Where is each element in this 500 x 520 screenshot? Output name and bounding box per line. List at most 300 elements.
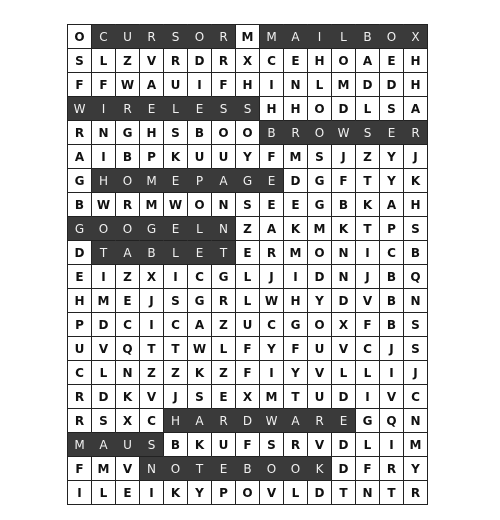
grid-cell-r17-c9[interactable]: R xyxy=(283,432,307,456)
grid-cell-r2-c11[interactable]: M xyxy=(331,72,355,96)
grid-cell-r15-c10[interactable]: U xyxy=(307,384,331,408)
grid-cell-r17-c12[interactable]: L xyxy=(355,432,379,456)
grid-cell-r15-c5[interactable]: S xyxy=(187,384,211,408)
grid-cell-r4-c3[interactable]: H xyxy=(139,120,163,144)
grid-cell-r16-c2[interactable]: X xyxy=(115,408,139,432)
grid-cell-r6-c13[interactable]: Y xyxy=(379,168,403,192)
grid-cell-r11-c11[interactable]: D xyxy=(331,288,355,312)
grid-cell-r9-c7[interactable]: E xyxy=(235,240,259,264)
grid-cell-r13-c7[interactable]: F xyxy=(235,336,259,360)
grid-cell-r16-c9[interactable]: A xyxy=(283,408,307,432)
grid-cell-r10-c0[interactable]: E xyxy=(67,264,91,288)
grid-cell-r11-c7[interactable]: L xyxy=(235,288,259,312)
grid-cell-r2-c5[interactable]: I xyxy=(187,72,211,96)
grid-cell-r8-c6[interactable]: N xyxy=(211,216,235,240)
grid-cell-r10-c2[interactable]: Z xyxy=(115,264,139,288)
grid-cell-r8-c12[interactable]: T xyxy=(355,216,379,240)
grid-cell-r17-c8[interactable]: S xyxy=(259,432,283,456)
grid-cell-r5-c4[interactable]: K xyxy=(163,144,187,168)
grid-cell-r6-c4[interactable]: E xyxy=(163,168,187,192)
grid-cell-r10-c12[interactable]: J xyxy=(355,264,379,288)
grid-cell-r12-c14[interactable]: S xyxy=(403,312,427,336)
grid-cell-r6-c1[interactable]: H xyxy=(91,168,115,192)
grid-cell-r1-c12[interactable]: A xyxy=(355,48,379,72)
grid-cell-r14-c11[interactable]: L xyxy=(331,360,355,384)
grid-cell-r14-c8[interactable]: I xyxy=(259,360,283,384)
grid-cell-r8-c8[interactable]: A xyxy=(259,216,283,240)
grid-cell-r15-c12[interactable]: I xyxy=(355,384,379,408)
grid-cell-r9-c10[interactable]: O xyxy=(307,240,331,264)
grid-cell-r4-c13[interactable]: E xyxy=(379,120,403,144)
grid-cell-r0-c11[interactable]: L xyxy=(331,24,355,48)
grid-cell-r8-c0[interactable]: G xyxy=(67,216,91,240)
grid-cell-r2-c9[interactable]: N xyxy=(283,72,307,96)
grid-cell-r8-c9[interactable]: K xyxy=(283,216,307,240)
grid-cell-r9-c3[interactable]: B xyxy=(139,240,163,264)
grid-cell-r16-c13[interactable]: Q xyxy=(379,408,403,432)
grid-cell-r17-c5[interactable]: K xyxy=(187,432,211,456)
grid-cell-r19-c0[interactable]: I xyxy=(67,480,91,504)
grid-cell-r10-c8[interactable]: J xyxy=(259,264,283,288)
grid-cell-r18-c4[interactable]: O xyxy=(163,456,187,480)
grid-cell-r5-c5[interactable]: U xyxy=(187,144,211,168)
grid-cell-r11-c10[interactable]: Y xyxy=(307,288,331,312)
grid-cell-r8-c14[interactable]: S xyxy=(403,216,427,240)
grid-cell-r19-c2[interactable]: E xyxy=(115,480,139,504)
grid-cell-r1-c11[interactable]: O xyxy=(331,48,355,72)
grid-cell-r11-c14[interactable]: N xyxy=(403,288,427,312)
grid-cell-r10-c13[interactable]: B xyxy=(379,264,403,288)
grid-cell-r15-c2[interactable]: K xyxy=(115,384,139,408)
grid-cell-r4-c0[interactable]: R xyxy=(67,120,91,144)
grid-cell-r3-c1[interactable]: I xyxy=(91,96,115,120)
grid-cell-r17-c14[interactable]: M xyxy=(403,432,427,456)
grid-cell-r18-c13[interactable]: R xyxy=(379,456,403,480)
grid-cell-r9-c13[interactable]: C xyxy=(379,240,403,264)
grid-cell-r3-c14[interactable]: A xyxy=(403,96,427,120)
grid-cell-r2-c3[interactable]: A xyxy=(139,72,163,96)
grid-cell-r13-c11[interactable]: V xyxy=(331,336,355,360)
grid-cell-r2-c6[interactable]: F xyxy=(211,72,235,96)
grid-cell-r3-c11[interactable]: D xyxy=(331,96,355,120)
grid-cell-r10-c14[interactable]: Q xyxy=(403,264,427,288)
grid-cell-r8-c3[interactable]: G xyxy=(139,216,163,240)
grid-cell-r13-c8[interactable]: Y xyxy=(259,336,283,360)
grid-cell-r18-c12[interactable]: F xyxy=(355,456,379,480)
grid-cell-r1-c6[interactable]: R xyxy=(211,48,235,72)
grid-cell-r16-c0[interactable]: R xyxy=(67,408,91,432)
grid-cell-r7-c5[interactable]: O xyxy=(187,192,211,216)
grid-cell-r14-c12[interactable]: L xyxy=(355,360,379,384)
grid-cell-r13-c10[interactable]: U xyxy=(307,336,331,360)
grid-cell-r2-c7[interactable]: H xyxy=(235,72,259,96)
grid-cell-r17-c11[interactable]: D xyxy=(331,432,355,456)
grid-cell-r3-c6[interactable]: S xyxy=(211,96,235,120)
grid-cell-r12-c9[interactable]: G xyxy=(283,312,307,336)
grid-cell-r7-c9[interactable]: E xyxy=(283,192,307,216)
grid-cell-r17-c2[interactable]: U xyxy=(115,432,139,456)
grid-cell-r4-c6[interactable]: O xyxy=(211,120,235,144)
grid-cell-r9-c2[interactable]: A xyxy=(115,240,139,264)
grid-cell-r1-c2[interactable]: Z xyxy=(115,48,139,72)
grid-cell-r10-c6[interactable]: G xyxy=(211,264,235,288)
grid-cell-r18-c0[interactable]: F xyxy=(67,456,91,480)
grid-cell-r19-c14[interactable]: R xyxy=(403,480,427,504)
grid-cell-r9-c9[interactable]: M xyxy=(283,240,307,264)
grid-cell-r17-c10[interactable]: V xyxy=(307,432,331,456)
grid-cell-r1-c5[interactable]: D xyxy=(187,48,211,72)
grid-cell-r1-c3[interactable]: V xyxy=(139,48,163,72)
grid-cell-r13-c5[interactable]: W xyxy=(187,336,211,360)
grid-cell-r16-c3[interactable]: C xyxy=(139,408,163,432)
grid-cell-r4-c14[interactable]: R xyxy=(403,120,427,144)
grid-cell-r11-c9[interactable]: H xyxy=(283,288,307,312)
grid-cell-r4-c5[interactable]: B xyxy=(187,120,211,144)
grid-cell-r9-c12[interactable]: I xyxy=(355,240,379,264)
grid-cell-r14-c1[interactable]: L xyxy=(91,360,115,384)
grid-cell-r13-c12[interactable]: C xyxy=(355,336,379,360)
grid-cell-r18-c8[interactable]: O xyxy=(259,456,283,480)
grid-cell-r13-c9[interactable]: F xyxy=(283,336,307,360)
grid-cell-r15-c1[interactable]: D xyxy=(91,384,115,408)
grid-cell-r4-c8[interactable]: B xyxy=(259,120,283,144)
grid-cell-r19-c10[interactable]: D xyxy=(307,480,331,504)
grid-cell-r6-c12[interactable]: T xyxy=(355,168,379,192)
grid-cell-r12-c6[interactable]: Z xyxy=(211,312,235,336)
grid-cell-r19-c1[interactable]: L xyxy=(91,480,115,504)
grid-cell-r2-c0[interactable]: F xyxy=(67,72,91,96)
grid-cell-r13-c2[interactable]: Q xyxy=(115,336,139,360)
grid-cell-r16-c12[interactable]: G xyxy=(355,408,379,432)
grid-cell-r12-c11[interactable]: X xyxy=(331,312,355,336)
grid-cell-r19-c6[interactable]: P xyxy=(211,480,235,504)
grid-cell-r6-c6[interactable]: A xyxy=(211,168,235,192)
grid-cell-r19-c5[interactable]: Y xyxy=(187,480,211,504)
grid-cell-r17-c6[interactable]: U xyxy=(211,432,235,456)
grid-cell-r16-c5[interactable]: A xyxy=(187,408,211,432)
grid-cell-r18-c7[interactable]: B xyxy=(235,456,259,480)
grid-cell-r3-c4[interactable]: L xyxy=(163,96,187,120)
grid-cell-r11-c6[interactable]: R xyxy=(211,288,235,312)
grid-cell-r0-c10[interactable]: I xyxy=(307,24,331,48)
grid-cell-r8-c2[interactable]: O xyxy=(115,216,139,240)
grid-cell-r5-c3[interactable]: P xyxy=(139,144,163,168)
grid-cell-r12-c1[interactable]: D xyxy=(91,312,115,336)
grid-cell-r3-c10[interactable]: O xyxy=(307,96,331,120)
grid-cell-r10-c5[interactable]: C xyxy=(187,264,211,288)
grid-cell-r14-c7[interactable]: F xyxy=(235,360,259,384)
grid-cell-r14-c3[interactable]: Z xyxy=(139,360,163,384)
grid-cell-r11-c2[interactable]: E xyxy=(115,288,139,312)
grid-cell-r17-c7[interactable]: F xyxy=(235,432,259,456)
grid-cell-r18-c6[interactable]: E xyxy=(211,456,235,480)
grid-cell-r5-c12[interactable]: Z xyxy=(355,144,379,168)
grid-cell-r7-c7[interactable]: S xyxy=(235,192,259,216)
grid-cell-r4-c2[interactable]: G xyxy=(115,120,139,144)
grid-cell-r9-c8[interactable]: R xyxy=(259,240,283,264)
grid-cell-r14-c9[interactable]: Y xyxy=(283,360,307,384)
grid-cell-r4-c9[interactable]: R xyxy=(283,120,307,144)
grid-cell-r18-c9[interactable]: O xyxy=(283,456,307,480)
grid-cell-r16-c1[interactable]: S xyxy=(91,408,115,432)
grid-cell-r13-c3[interactable]: T xyxy=(139,336,163,360)
grid-cell-r12-c2[interactable]: C xyxy=(115,312,139,336)
grid-cell-r13-c13[interactable]: J xyxy=(379,336,403,360)
grid-cell-r3-c5[interactable]: E xyxy=(187,96,211,120)
grid-cell-r3-c2[interactable]: R xyxy=(115,96,139,120)
grid-cell-r16-c4[interactable]: H xyxy=(163,408,187,432)
grid-cell-r16-c11[interactable]: E xyxy=(331,408,355,432)
grid-cell-r6-c11[interactable]: F xyxy=(331,168,355,192)
grid-cell-r6-c3[interactable]: M xyxy=(139,168,163,192)
grid-cell-r19-c7[interactable]: O xyxy=(235,480,259,504)
grid-cell-r7-c11[interactable]: B xyxy=(331,192,355,216)
grid-cell-r14-c2[interactable]: N xyxy=(115,360,139,384)
grid-cell-r15-c9[interactable]: T xyxy=(283,384,307,408)
grid-cell-r0-c0[interactable]: O xyxy=(67,24,91,48)
grid-cell-r9-c11[interactable]: N xyxy=(331,240,355,264)
grid-cell-r0-c8[interactable]: M xyxy=(259,24,283,48)
grid-cell-r2-c13[interactable]: D xyxy=(379,72,403,96)
grid-cell-r14-c14[interactable]: J xyxy=(403,360,427,384)
grid-cell-r3-c13[interactable]: S xyxy=(379,96,403,120)
grid-cell-r1-c0[interactable]: S xyxy=(67,48,91,72)
grid-cell-r14-c10[interactable]: V xyxy=(307,360,331,384)
grid-cell-r1-c9[interactable]: E xyxy=(283,48,307,72)
grid-cell-r15-c6[interactable]: E xyxy=(211,384,235,408)
grid-cell-r5-c6[interactable]: U xyxy=(211,144,235,168)
grid-cell-r6-c5[interactable]: P xyxy=(187,168,211,192)
grid-cell-r15-c14[interactable]: C xyxy=(403,384,427,408)
grid-cell-r6-c10[interactable]: G xyxy=(307,168,331,192)
grid-cell-r3-c9[interactable]: H xyxy=(283,96,307,120)
grid-cell-r18-c11[interactable]: D xyxy=(331,456,355,480)
grid-cell-r17-c4[interactable]: B xyxy=(163,432,187,456)
grid-cell-r12-c3[interactable]: I xyxy=(139,312,163,336)
grid-cell-r7-c0[interactable]: B xyxy=(67,192,91,216)
grid-cell-r1-c10[interactable]: H xyxy=(307,48,331,72)
grid-cell-r13-c4[interactable]: T xyxy=(163,336,187,360)
grid-cell-r12-c12[interactable]: F xyxy=(355,312,379,336)
grid-cell-r4-c1[interactable]: N xyxy=(91,120,115,144)
grid-cell-r9-c6[interactable]: T xyxy=(211,240,235,264)
grid-cell-r3-c7[interactable]: S xyxy=(235,96,259,120)
grid-cell-r4-c12[interactable]: S xyxy=(355,120,379,144)
grid-cell-r8-c11[interactable]: K xyxy=(331,216,355,240)
grid-cell-r18-c10[interactable]: K xyxy=(307,456,331,480)
grid-cell-r19-c3[interactable]: I xyxy=(139,480,163,504)
grid-cell-r2-c12[interactable]: D xyxy=(355,72,379,96)
grid-cell-r3-c0[interactable]: W xyxy=(67,96,91,120)
grid-cell-r12-c13[interactable]: B xyxy=(379,312,403,336)
grid-cell-r9-c5[interactable]: E xyxy=(187,240,211,264)
grid-cell-r8-c13[interactable]: P xyxy=(379,216,403,240)
grid-cell-r2-c2[interactable]: W xyxy=(115,72,139,96)
grid-cell-r0-c1[interactable]: C xyxy=(91,24,115,48)
grid-cell-r4-c10[interactable]: O xyxy=(307,120,331,144)
grid-cell-r1-c1[interactable]: L xyxy=(91,48,115,72)
grid-cell-r16-c14[interactable]: N xyxy=(403,408,427,432)
grid-cell-r7-c2[interactable]: R xyxy=(115,192,139,216)
grid-cell-r6-c7[interactable]: G xyxy=(235,168,259,192)
grid-cell-r10-c7[interactable]: L xyxy=(235,264,259,288)
grid-cell-r15-c3[interactable]: V xyxy=(139,384,163,408)
grid-cell-r1-c8[interactable]: C xyxy=(259,48,283,72)
grid-cell-r4-c11[interactable]: W xyxy=(331,120,355,144)
grid-cell-r5-c11[interactable]: J xyxy=(331,144,355,168)
grid-cell-r10-c10[interactable]: D xyxy=(307,264,331,288)
grid-cell-r7-c10[interactable]: G xyxy=(307,192,331,216)
grid-cell-r7-c3[interactable]: M xyxy=(139,192,163,216)
grid-cell-r12-c7[interactable]: U xyxy=(235,312,259,336)
grid-cell-r2-c4[interactable]: U xyxy=(163,72,187,96)
grid-cell-r9-c4[interactable]: L xyxy=(163,240,187,264)
grid-cell-r5-c7[interactable]: Y xyxy=(235,144,259,168)
grid-cell-r17-c1[interactable]: A xyxy=(91,432,115,456)
grid-cell-r2-c10[interactable]: L xyxy=(307,72,331,96)
grid-cell-r18-c5[interactable]: T xyxy=(187,456,211,480)
grid-cell-r7-c12[interactable]: K xyxy=(355,192,379,216)
grid-cell-r8-c4[interactable]: E xyxy=(163,216,187,240)
grid-cell-r10-c9[interactable]: I xyxy=(283,264,307,288)
grid-cell-r0-c5[interactable]: O xyxy=(187,24,211,48)
grid-cell-r16-c6[interactable]: R xyxy=(211,408,235,432)
grid-cell-r5-c1[interactable]: I xyxy=(91,144,115,168)
grid-cell-r18-c3[interactable]: N xyxy=(139,456,163,480)
grid-cell-r8-c10[interactable]: M xyxy=(307,216,331,240)
grid-cell-r5-c10[interactable]: S xyxy=(307,144,331,168)
grid-cell-r5-c14[interactable]: J xyxy=(403,144,427,168)
grid-cell-r15-c13[interactable]: V xyxy=(379,384,403,408)
grid-cell-r18-c1[interactable]: M xyxy=(91,456,115,480)
grid-cell-r0-c12[interactable]: B xyxy=(355,24,379,48)
grid-cell-r16-c8[interactable]: W xyxy=(259,408,283,432)
grid-cell-r5-c9[interactable]: M xyxy=(283,144,307,168)
grid-cell-r11-c1[interactable]: M xyxy=(91,288,115,312)
grid-cell-r6-c9[interactable]: D xyxy=(283,168,307,192)
grid-cell-r15-c4[interactable]: J xyxy=(163,384,187,408)
grid-cell-r14-c5[interactable]: K xyxy=(187,360,211,384)
grid-cell-r9-c14[interactable]: B xyxy=(403,240,427,264)
grid-cell-r11-c8[interactable]: W xyxy=(259,288,283,312)
grid-cell-r19-c4[interactable]: K xyxy=(163,480,187,504)
grid-cell-r6-c14[interactable]: K xyxy=(403,168,427,192)
grid-cell-r5-c13[interactable]: Y xyxy=(379,144,403,168)
grid-cell-r18-c14[interactable]: Y xyxy=(403,456,427,480)
grid-cell-r3-c12[interactable]: L xyxy=(355,96,379,120)
grid-cell-r0-c9[interactable]: A xyxy=(283,24,307,48)
grid-cell-r12-c8[interactable]: C xyxy=(259,312,283,336)
grid-cell-r7-c13[interactable]: A xyxy=(379,192,403,216)
grid-cell-r7-c4[interactable]: W xyxy=(163,192,187,216)
grid-cell-r7-c6[interactable]: N xyxy=(211,192,235,216)
grid-cell-r1-c7[interactable]: X xyxy=(235,48,259,72)
grid-cell-r9-c0[interactable]: D xyxy=(67,240,91,264)
grid-cell-r0-c14[interactable]: X xyxy=(403,24,427,48)
grid-cell-r1-c4[interactable]: R xyxy=(163,48,187,72)
grid-cell-r13-c1[interactable]: V xyxy=(91,336,115,360)
grid-cell-r5-c2[interactable]: B xyxy=(115,144,139,168)
grid-cell-r0-c13[interactable]: O xyxy=(379,24,403,48)
grid-cell-r1-c13[interactable]: E xyxy=(379,48,403,72)
grid-cell-r5-c0[interactable]: A xyxy=(67,144,91,168)
grid-cell-r10-c11[interactable]: N xyxy=(331,264,355,288)
grid-cell-r14-c13[interactable]: I xyxy=(379,360,403,384)
grid-cell-r13-c6[interactable]: L xyxy=(211,336,235,360)
grid-cell-r8-c1[interactable]: O xyxy=(91,216,115,240)
grid-cell-r18-c2[interactable]: V xyxy=(115,456,139,480)
grid-cell-r10-c1[interactable]: I xyxy=(91,264,115,288)
grid-cell-r17-c0[interactable]: M xyxy=(67,432,91,456)
grid-cell-r0-c6[interactable]: R xyxy=(211,24,235,48)
grid-cell-r3-c8[interactable]: H xyxy=(259,96,283,120)
grid-cell-r11-c4[interactable]: S xyxy=(163,288,187,312)
grid-cell-r1-c14[interactable]: H xyxy=(403,48,427,72)
grid-cell-r15-c0[interactable]: R xyxy=(67,384,91,408)
grid-cell-r15-c7[interactable]: X xyxy=(235,384,259,408)
grid-cell-r13-c14[interactable]: S xyxy=(403,336,427,360)
grid-cell-r4-c4[interactable]: S xyxy=(163,120,187,144)
grid-cell-r19-c9[interactable]: L xyxy=(283,480,307,504)
grid-cell-r10-c4[interactable]: I xyxy=(163,264,187,288)
grid-cell-r5-c8[interactable]: F xyxy=(259,144,283,168)
grid-cell-r2-c14[interactable]: H xyxy=(403,72,427,96)
grid-cell-r6-c0[interactable]: G xyxy=(67,168,91,192)
grid-cell-r7-c14[interactable]: H xyxy=(403,192,427,216)
grid-cell-r6-c8[interactable]: E xyxy=(259,168,283,192)
grid-cell-r11-c5[interactable]: G xyxy=(187,288,211,312)
grid-cell-r19-c12[interactable]: N xyxy=(355,480,379,504)
grid-cell-r12-c10[interactable]: O xyxy=(307,312,331,336)
grid-cell-r12-c0[interactable]: P xyxy=(67,312,91,336)
grid-cell-r12-c5[interactable]: A xyxy=(187,312,211,336)
grid-cell-r16-c7[interactable]: D xyxy=(235,408,259,432)
grid-cell-r19-c13[interactable]: T xyxy=(379,480,403,504)
grid-cell-r15-c8[interactable]: M xyxy=(259,384,283,408)
grid-cell-r7-c8[interactable]: E xyxy=(259,192,283,216)
grid-cell-r0-c7[interactable]: M xyxy=(235,24,259,48)
grid-cell-r14-c0[interactable]: C xyxy=(67,360,91,384)
grid-cell-r15-c11[interactable]: D xyxy=(331,384,355,408)
grid-cell-r11-c0[interactable]: H xyxy=(67,288,91,312)
grid-cell-r12-c4[interactable]: C xyxy=(163,312,187,336)
grid-cell-r8-c5[interactable]: L xyxy=(187,216,211,240)
grid-cell-r11-c13[interactable]: B xyxy=(379,288,403,312)
grid-cell-r8-c7[interactable]: Z xyxy=(235,216,259,240)
grid-cell-r16-c10[interactable]: R xyxy=(307,408,331,432)
grid-cell-r4-c7[interactable]: O xyxy=(235,120,259,144)
grid-cell-r0-c3[interactable]: R xyxy=(139,24,163,48)
grid-cell-r0-c4[interactable]: S xyxy=(163,24,187,48)
grid-cell-r0-c2[interactable]: U xyxy=(115,24,139,48)
grid-cell-r17-c13[interactable]: I xyxy=(379,432,403,456)
grid-cell-r2-c1[interactable]: F xyxy=(91,72,115,96)
grid-cell-r7-c1[interactable]: W xyxy=(91,192,115,216)
grid-cell-r2-c8[interactable]: I xyxy=(259,72,283,96)
grid-cell-r3-c3[interactable]: E xyxy=(139,96,163,120)
grid-cell-r10-c3[interactable]: X xyxy=(139,264,163,288)
grid-cell-r14-c4[interactable]: Z xyxy=(163,360,187,384)
grid-cell-r17-c3[interactable]: S xyxy=(139,432,163,456)
grid-cell-r19-c8[interactable]: V xyxy=(259,480,283,504)
grid-cell-r14-c6[interactable]: Z xyxy=(211,360,235,384)
grid-cell-r13-c0[interactable]: U xyxy=(67,336,91,360)
grid-cell-r11-c3[interactable]: J xyxy=(139,288,163,312)
grid-cell-r9-c1[interactable]: T xyxy=(91,240,115,264)
grid-cell-r11-c12[interactable]: V xyxy=(355,288,379,312)
grid-cell-r19-c11[interactable]: T xyxy=(331,480,355,504)
grid-cell-r6-c2[interactable]: O xyxy=(115,168,139,192)
